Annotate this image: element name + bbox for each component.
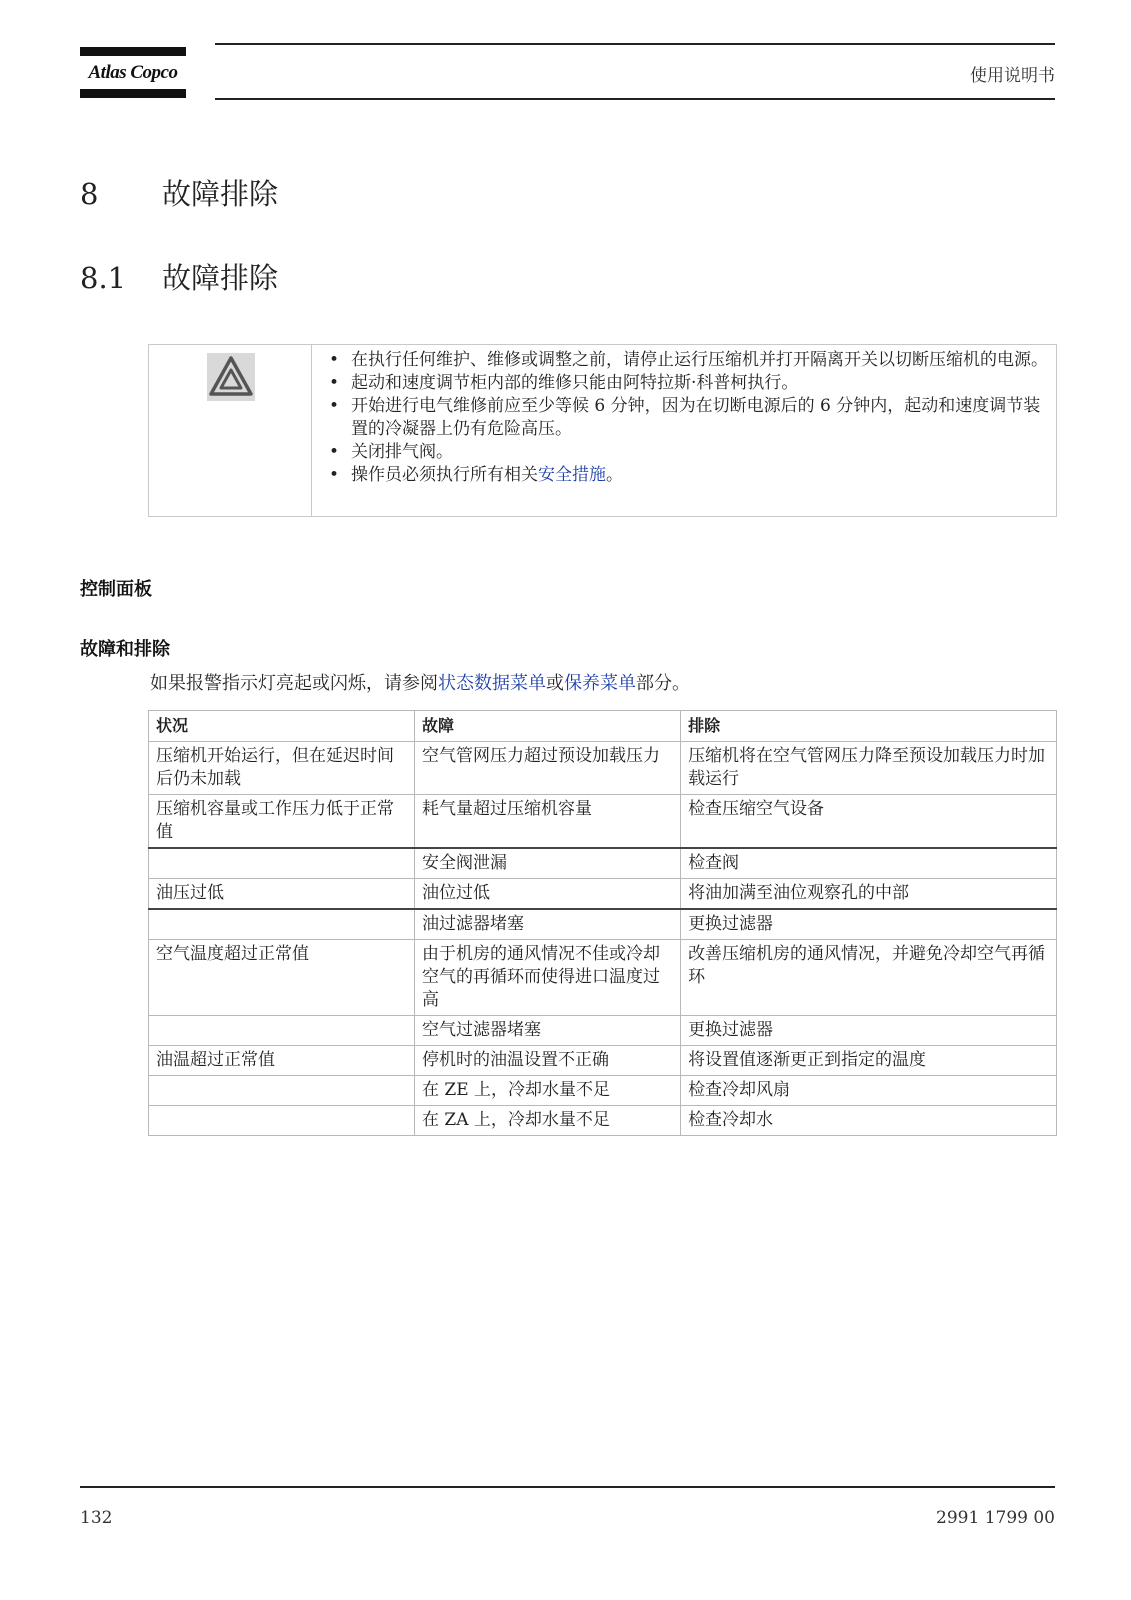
section-number: 8.1 bbox=[80, 261, 127, 295]
warning-icon-cell bbox=[149, 345, 312, 516]
fault-cell: 停机时的油温设置不正确 bbox=[415, 1046, 681, 1076]
intro-text: 如果报警指示灯亮起或闪烁，请参阅 bbox=[150, 673, 438, 694]
document-number: 2991 1799 00 bbox=[936, 1508, 1055, 1528]
fault-cell: 由于机房的通风情况不佳或冷却空气的再循环而使得进口温度过高 bbox=[415, 940, 681, 1016]
intro-text-end: 部分。 bbox=[636, 673, 690, 694]
status-data-menu-link[interactable]: 状态数据菜单 bbox=[438, 673, 546, 694]
page-number: 132 bbox=[80, 1508, 113, 1528]
intro-text-mid: 或 bbox=[546, 673, 564, 694]
remedy-cell: 将油加满至油位观察孔的中部 bbox=[681, 879, 1057, 910]
remedy-cell: 检查冷却水 bbox=[681, 1106, 1057, 1136]
condition-cell: 压缩机容量或工作压力低于正常值 bbox=[149, 795, 415, 849]
warning-triangle-icon bbox=[207, 353, 255, 401]
table-row bbox=[149, 1046, 1057, 1076]
chapter-heading bbox=[80, 172, 278, 213]
remedy-cell: 压缩机将在空气管网压力降至预设加载压力时加载运行 bbox=[681, 742, 1057, 795]
remedy-cell: 改善压缩机房的通风情况，并避免冷却空气再循环 bbox=[681, 940, 1057, 1016]
table-row bbox=[149, 1016, 1057, 1046]
footer-rule bbox=[80, 1486, 1055, 1488]
table-row bbox=[149, 909, 1057, 940]
fault-cell: 在 ZE 上，冷却水量不足 bbox=[415, 1076, 681, 1106]
condition-cell: 压缩机开始运行，但在延迟时间后仍未加载 bbox=[149, 742, 415, 795]
condition-cell bbox=[149, 1076, 415, 1106]
fault-cell: 油过滤器堵塞 bbox=[415, 909, 681, 940]
warning-list bbox=[319, 349, 1049, 487]
atlas-copco-logo bbox=[80, 47, 186, 99]
fault-cell: 在 ZA 上，冷却水量不足 bbox=[415, 1106, 681, 1136]
fault-cell: 空气过滤器堵塞 bbox=[415, 1016, 681, 1046]
remedy-cell: 更换过滤器 bbox=[681, 909, 1057, 940]
warning-box bbox=[148, 344, 1057, 517]
warning-item: • 在执行任何维护、维修或调整之前，请停止运行压缩机并打开隔离开关以切断压缩机的电源。 bbox=[319, 349, 1049, 372]
safety-precautions-link[interactable]: 安全措施 bbox=[538, 465, 606, 485]
table-row bbox=[149, 1106, 1057, 1136]
condition-cell: 空气温度超过正常值 bbox=[149, 940, 415, 1016]
table-row bbox=[149, 742, 1057, 795]
condition-cell: 油温超过正常值 bbox=[149, 1046, 415, 1076]
troubleshooting-table bbox=[148, 710, 1057, 1136]
warning-item: • 开始进行电气维修前应至少等候 6 分钟，因为在切断电源后的 6 分钟内，起动和速度调节装置的冷凝器上仍有危险高压。 bbox=[319, 395, 1049, 441]
fault-cell: 耗气量超过压缩机容量 bbox=[415, 795, 681, 849]
condition-cell bbox=[149, 1106, 415, 1136]
warning-item: • 起动和速度调节柜内部的维修只能由阿特拉斯·科普柯执行。 bbox=[319, 372, 1049, 395]
condition-cell bbox=[149, 1016, 415, 1046]
table-row bbox=[149, 1076, 1057, 1106]
section-heading bbox=[80, 256, 278, 297]
fault-cell: 空气管网压力超过预设加载压力 bbox=[415, 742, 681, 795]
service-menu-link[interactable]: 保养菜单 bbox=[564, 673, 636, 694]
remedy-cell: 更换过滤器 bbox=[681, 1016, 1057, 1046]
document-type: 使用说明书 bbox=[970, 66, 1055, 86]
table-row bbox=[149, 940, 1057, 1016]
column-header-fault: 故障 bbox=[415, 711, 681, 742]
warning-item-end: 。 bbox=[606, 465, 623, 485]
fault-cell: 油位过低 bbox=[415, 879, 681, 910]
table-header-row bbox=[149, 711, 1057, 742]
fault-cell: 安全阀泄漏 bbox=[415, 848, 681, 879]
warning-item: • 关闭排气阀。 bbox=[319, 441, 1049, 464]
condition-cell bbox=[149, 848, 415, 879]
remedy-cell: 检查冷却风扇 bbox=[681, 1076, 1057, 1106]
remedy-cell: 将设置值逐渐更正到指定的温度 bbox=[681, 1046, 1057, 1076]
chapter-title: 故障排除 bbox=[162, 177, 279, 211]
condition-cell bbox=[149, 909, 415, 940]
warning-item bbox=[319, 464, 1049, 487]
logo-bar-bottom bbox=[80, 89, 186, 98]
table-row bbox=[149, 848, 1057, 879]
logo-bar-top bbox=[80, 47, 186, 56]
table-row bbox=[149, 795, 1057, 849]
header-rule-bottom bbox=[215, 98, 1055, 100]
table-row bbox=[149, 879, 1057, 910]
chapter-number: 8 bbox=[80, 177, 99, 211]
remedy-cell: 检查压缩空气设备 bbox=[681, 795, 1057, 849]
remedy-cell: 检查阀 bbox=[681, 848, 1057, 879]
intro-paragraph bbox=[150, 669, 690, 695]
column-header-remedy: 排除 bbox=[681, 711, 1057, 742]
logo-wordmark: Atlas Copco bbox=[88, 62, 178, 83]
control-panel-heading: 控制面板 bbox=[80, 579, 152, 600]
header-rule-top bbox=[215, 43, 1055, 45]
section-title: 故障排除 bbox=[162, 261, 279, 295]
warning-item-text: 操作员必须执行所有相关 bbox=[351, 465, 538, 485]
column-header-condition: 状况 bbox=[149, 711, 415, 742]
faults-heading: 故障和排除 bbox=[80, 639, 170, 660]
condition-cell: 油压过低 bbox=[149, 879, 415, 910]
